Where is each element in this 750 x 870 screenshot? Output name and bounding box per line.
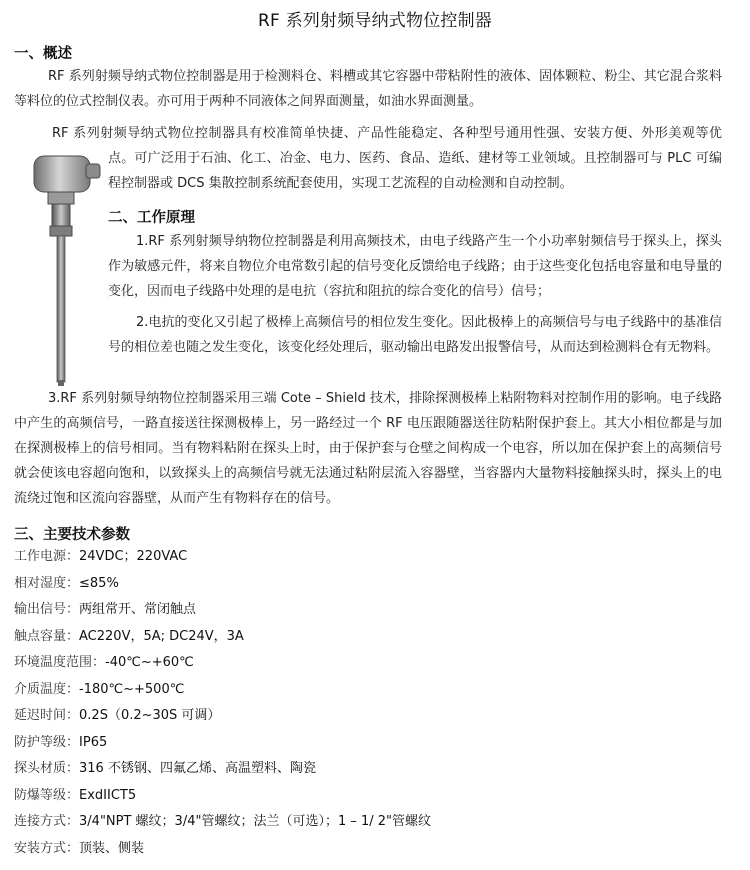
param-label: 触点容量：	[14, 628, 80, 644]
param-value: 316 不锈钢、四氟乙烯、高温塑料、陶瓷	[79, 761, 316, 776]
param-label: 防爆等级：	[14, 787, 80, 803]
param-value: ≤85%	[79, 575, 119, 591]
param-value: IP65	[79, 734, 108, 750]
overview-paragraph-2: RF 系列射频导纳式物位控制器具有校准简单快捷、产品性能稳定、各种型号通用性强、安装方便、外形美观等优点。可广泛用于石油、化工、冶金、电力、医药、食品、造纸、建材等工业领域。且控制器可与 PLC 可编程控制器或 DCS 集散控制系统配套使用，实现工艺流程的自动检测和自动控制。	[52, 126, 722, 191]
param-label: 连接方式：	[14, 814, 80, 829]
sensor-product-image	[28, 150, 108, 390]
param-label: 防护等级：	[14, 734, 80, 750]
param-row	[14, 544, 431, 571]
param-row	[14, 836, 431, 863]
principle-paragraph-3: 3.RF 系列射频导纳物位控制器采用三端 Cote – Shield 技术，排除探测极棒上粘附物料对控制作用的影响。电子线路中产生的高频信号，一路直接送往探测极棒上，另一路经过一个 RF 电压跟随器送往防粘附保护套上。其大小相位都是与加在探测极棒上的信号相同。当有物料粘附在探头上时，由于保护套与仓壁之间构成一个电容，所以加在保护套上的高频信号就会使该电容超向饱和，以致探头上的高频信号就无法通过粘附层流入容器壁，当容器内大量物料接触探头时，探头上的电流绕过饱和区流向容器壁，从而产生有物料存在的信号。	[14, 391, 722, 506]
param-label: 安装方式：	[14, 840, 80, 856]
param-row	[14, 624, 431, 651]
principle-paragraph-1: 1.RF 系列射频导纳物位控制器是利用高频技术，由电子线路产生一个小功率射频信号于探头上，探头作为敏感元件，将来自物位介电常数引起的信号变化反馈给电子线路；由于这些变化包括电容量和电导量的变化，因而电子线路中处理的是电抗（容抗和阻抗的综合变化的信号）信号；	[108, 234, 722, 299]
param-value: AC220V，5A; DC24V，3A	[79, 628, 244, 644]
heading-overview: 一、概述	[14, 46, 72, 62]
param-row	[14, 809, 431, 836]
param-value: 顶装、侧装	[79, 840, 145, 856]
param-row	[14, 756, 431, 783]
param-value: ExdIICT5	[79, 787, 137, 803]
heading-params: 三、主要技术参数	[14, 527, 130, 543]
param-value: 3/4"NPT 螺纹；3/4"管螺纹；法兰（可选）；1 – 1/ 2"管螺纹	[79, 814, 432, 829]
param-value: 24VDC；220VAC	[79, 549, 188, 564]
principle-paragraph-2: 2.电抗的变化又引起了极棒上高频信号的相位发生变化。因此极棒上的高频信号与电子线路中的基准信号的相位差也随之发生变化，该变化经处理后，驱动输出电路发出报警信号，从而达到检测料仓有无物料。	[108, 315, 722, 355]
param-value: -180℃~+500℃	[79, 681, 185, 697]
param-row	[14, 650, 431, 677]
page-title: RF 系列射频导纳式物位控制器	[258, 11, 492, 31]
param-value: 两组常开、常闭触点	[79, 602, 197, 617]
param-row	[14, 597, 431, 624]
param-label: 探头材质：	[14, 761, 80, 776]
overview-paragraph-1: RF 系列射频导纳式物位控制器是用于检测料仓、料槽或其它容器中带粘附性的液体、固体颗粒、粉尘、其它混合浆料等料位的位式控制仪表。亦可用于两种不同液体之间界面测量，如油水界面测量。	[14, 69, 722, 109]
param-label: 环境温度范围：	[14, 655, 106, 670]
param-value: 0.2S（0.2~30S 可调）	[79, 708, 221, 723]
param-row	[14, 677, 431, 704]
param-label: 输出信号：	[14, 602, 80, 617]
heading-principle: 二、工作原理	[108, 210, 195, 226]
param-label: 工作电源：	[14, 549, 80, 564]
param-value: -40℃~+60℃	[105, 655, 194, 670]
param-row	[14, 783, 431, 810]
param-label: 延迟时间：	[14, 708, 80, 723]
param-row	[14, 571, 431, 598]
params-list	[14, 544, 431, 862]
param-row	[14, 730, 431, 757]
param-label: 介质温度：	[14, 681, 80, 697]
param-row	[14, 703, 431, 730]
param-label: 相对湿度：	[14, 575, 80, 591]
